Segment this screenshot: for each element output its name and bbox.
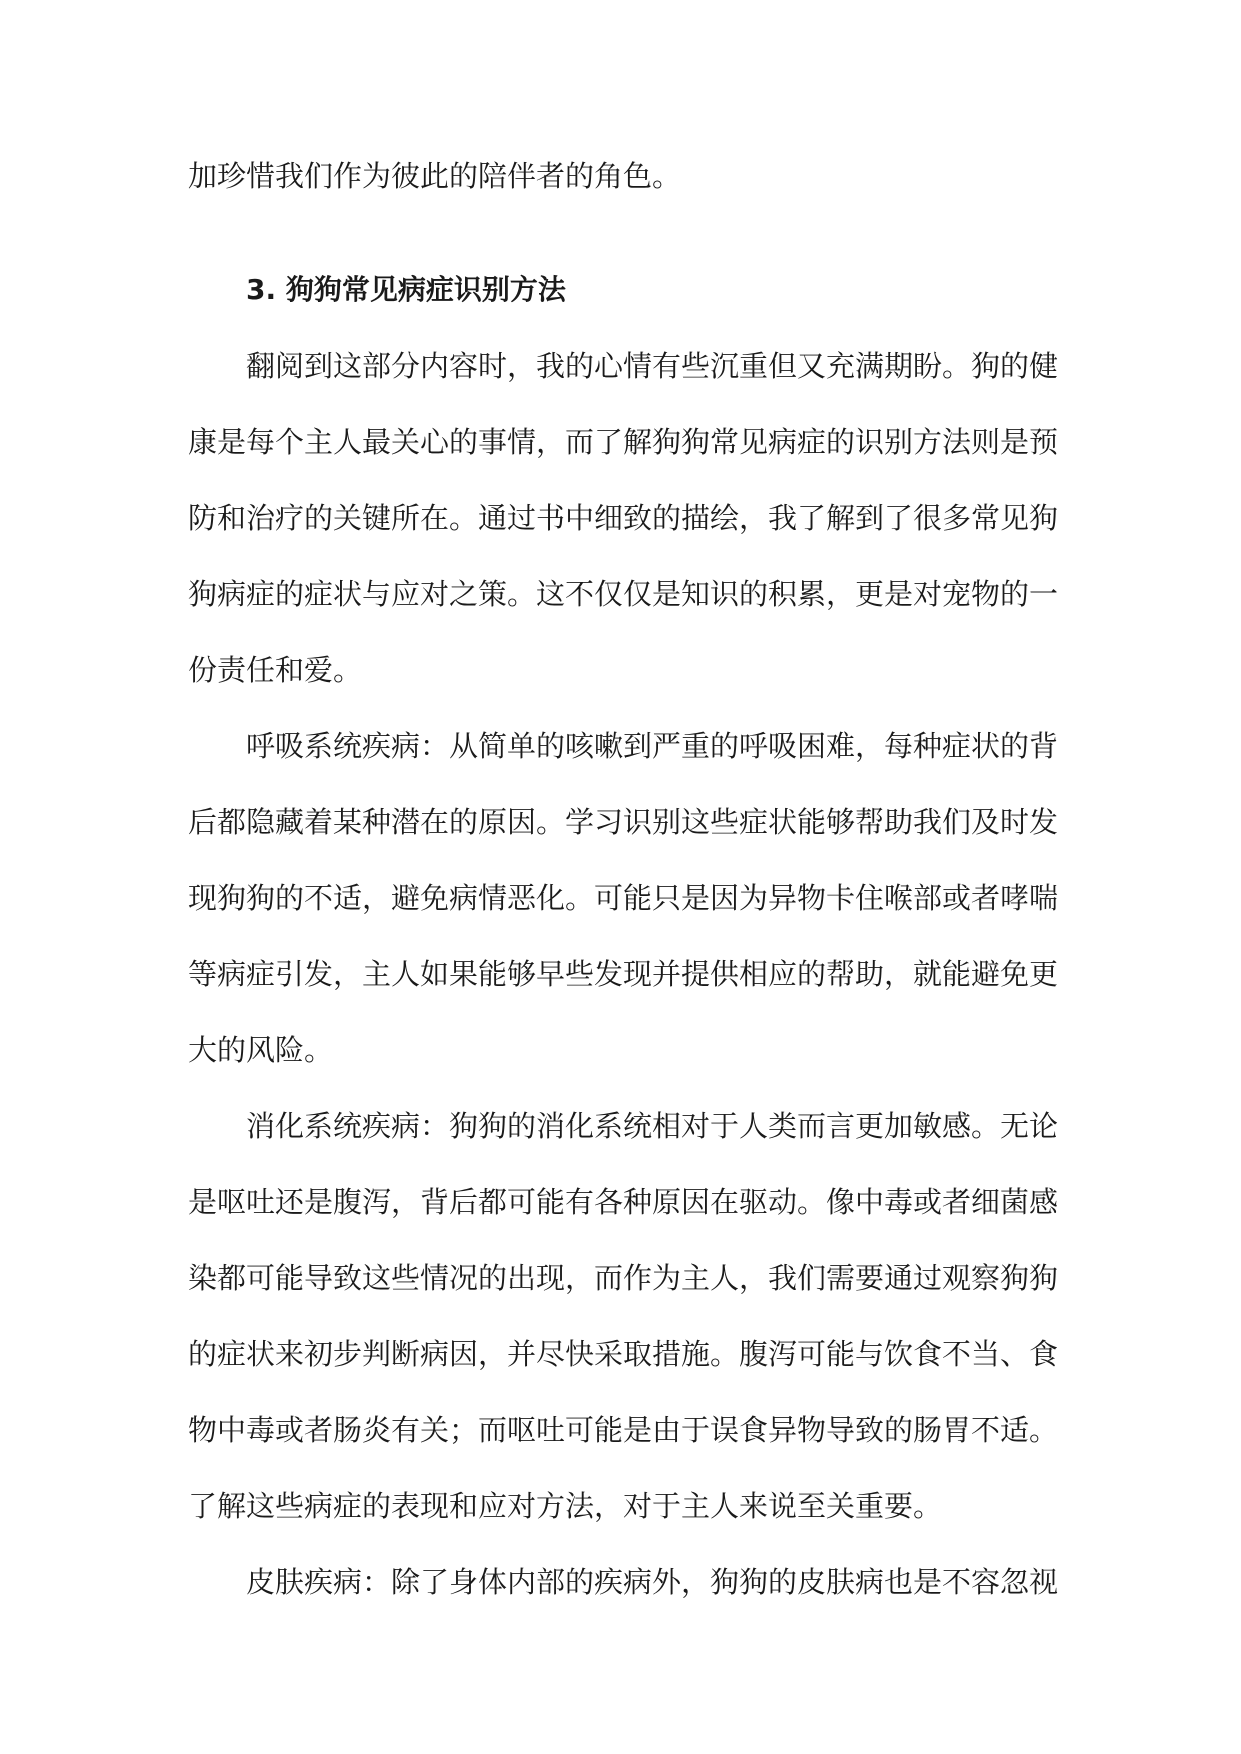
paragraph-digestive: 消化系统疾病：狗狗的消化系统相对于人类而言更加敏感。无论是呕吐还是腹泻，背后都可能有各种原因在驱动。像中毒或者细菌感染都可能导致这些情况的出现，而作为主人，我们需要通过观察狗狗的症状来初步判断病因，并尽快采取措施。腹泻可能与饮食不当、食物中毒或者肠炎有关；而呕吐可能是由于误食异物导致的肠胃不适。了解这些病症的表现和应对方法，对于主人来说至关重要。: [188, 1109, 1059, 1523]
paragraph-intro: 翻阅到这部分内容时，我的心情有些沉重但又充满期盼。狗的健康是每个主人最关心的事情，而了解狗狗常见病症的识别方法则是预防和治疗的关键所在。通过书中细致的描绘，我了解到了很多常见狗狗病症的症状与应对之策。这不仅仅是知识的积累，更是对宠物的一份责任和爱。: [188, 349, 1059, 687]
continuation-paragraph: 加珍惜我们作为彼此的陪伴者的角色。: [188, 159, 682, 193]
document-page: [188, 138, 1058, 1620]
paragraph-skin: 皮肤疾病：除了身体内部的疾病外，狗狗的皮肤病也是不容忽视: [246, 1565, 1059, 1599]
section-heading: 3. 狗狗常见病症识别方法: [246, 273, 566, 306]
paragraph-respiratory: 呼吸系统疾病：从简单的咳嗽到严重的呼吸困难，每种症状的背后都隐藏着某种潜在的原因。学习识别这些症状能够帮助我们及时发现狗狗的不适，避免病情恶化。可能只是因为异物卡住喉部或者哮喘等病症引发，主人如果能够早些发现并提供相应的帮助，就能避免更大的风险。: [188, 729, 1059, 1067]
section-spacer: [188, 214, 1058, 252]
